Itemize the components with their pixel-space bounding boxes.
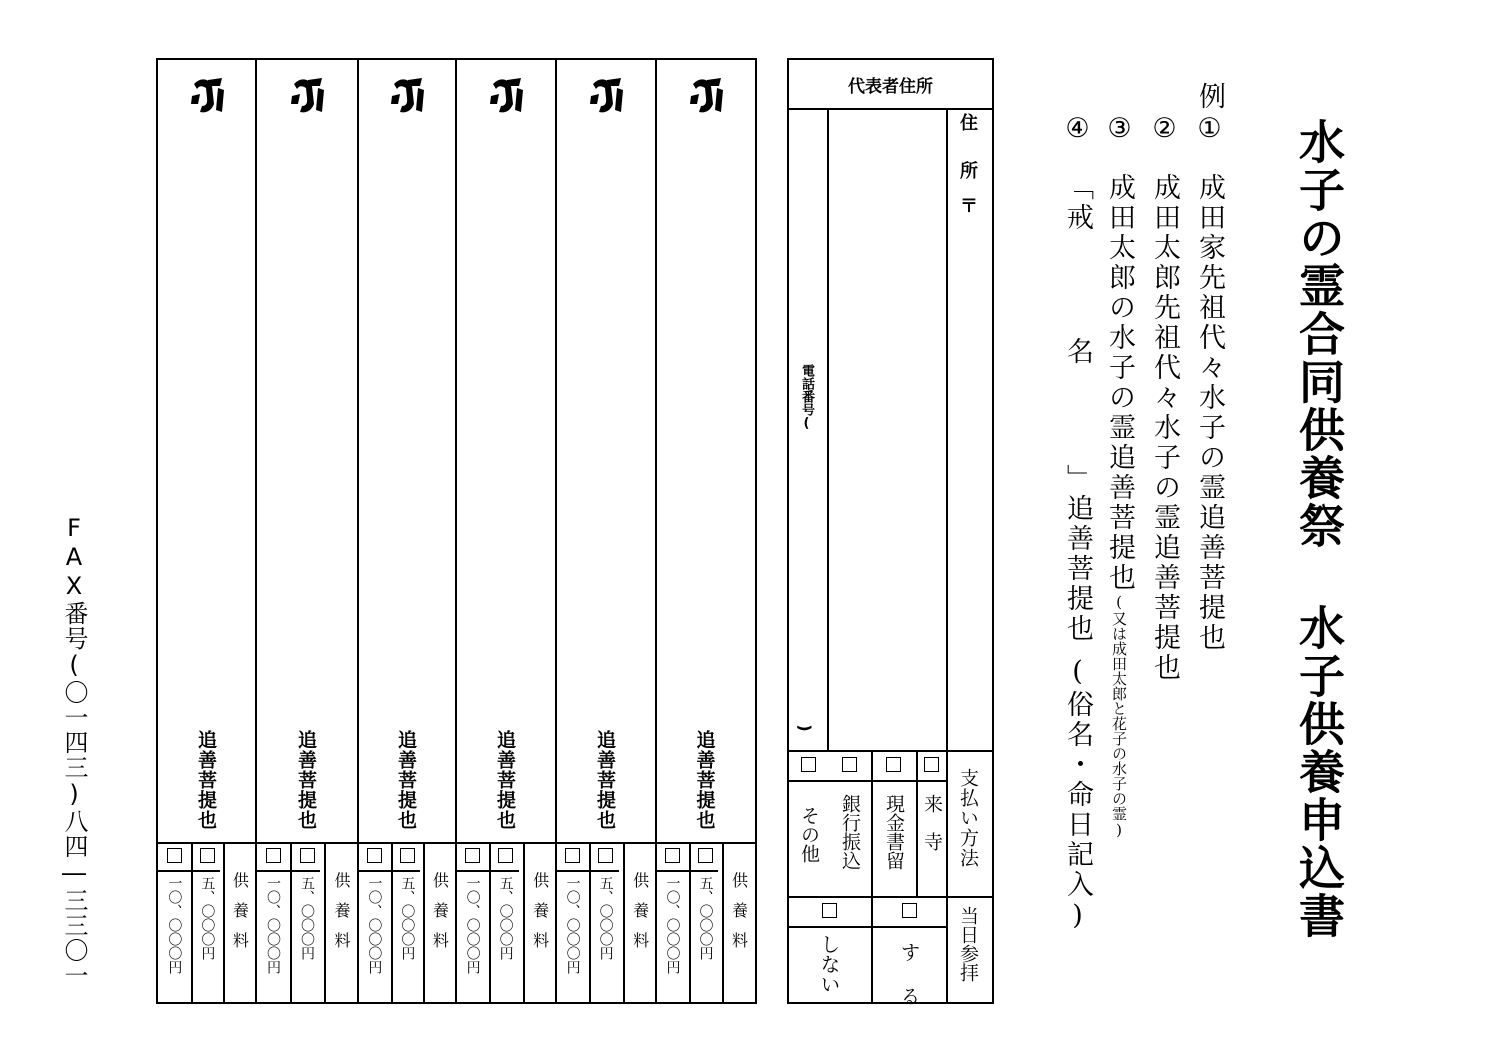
- payment-option-bank-transfer: 銀行振込: [839, 794, 861, 870]
- strip-2-tail-text: 追善菩提也: [594, 730, 616, 830]
- phone-field[interactable]: [791, 460, 825, 710]
- strip-2-fee-option-10000: 一〇、〇〇〇円: [564, 876, 581, 974]
- strip-2-seed-syllable-icon: [587, 74, 627, 124]
- strip-1-seed-syllable-icon: [687, 74, 727, 124]
- strip-4-tail-text: 追善菩提也: [395, 730, 417, 830]
- example-2: [1151, 113, 1178, 683]
- strip-1-fee-label: 供養料: [729, 872, 749, 962]
- strip-2-name-field[interactable]: [562, 130, 650, 720]
- strip-2-fee-label: 供養料: [630, 872, 650, 962]
- strip-1-name-field[interactable]: [662, 130, 749, 720]
- example-4-close: 」: [1062, 464, 1093, 494]
- payment-option-other: その他: [798, 806, 820, 863]
- strip-3-fee-checkbox-5000[interactable]: [498, 848, 513, 863]
- example-4-num: ④: [1062, 113, 1093, 147]
- strip-4-fee-option-5000: 五、〇〇〇円: [399, 876, 416, 960]
- example-4-open: 「: [1062, 173, 1093, 203]
- strip-5-fee-label: 供養料: [332, 872, 351, 962]
- strip-3-fee-option-10000: 一〇、〇〇〇円: [464, 876, 481, 974]
- example-3-num: ③: [1104, 113, 1135, 147]
- attend-checkbox-no[interactable]: [822, 903, 837, 918]
- strip-4-name-field[interactable]: [364, 130, 450, 720]
- strip-1-fee-checkbox-10000[interactable]: [665, 848, 680, 863]
- strip-6-fee-label: 供養料: [230, 872, 250, 962]
- strip-3-fee-label: 供養料: [530, 872, 550, 962]
- strip-6-fee-checkbox-5000[interactable]: [200, 848, 215, 863]
- page-title: [1292, 118, 1346, 550]
- title-line2: 水子供養申込書: [1292, 604, 1346, 940]
- strip-5-fee-checkbox-5000[interactable]: [300, 848, 315, 863]
- examples-label: 例: [1194, 82, 1225, 109]
- strip-5-name-field[interactable]: [262, 130, 352, 720]
- strip-2-fee-option-5000: 五、〇〇〇円: [597, 876, 614, 960]
- strip-4-fee-label: 供養料: [430, 872, 450, 962]
- example-2-text: 成田太郎先祖代々水子の霊追善菩提也: [1149, 173, 1180, 683]
- title-line1: 水子の霊合同供養祭: [1292, 118, 1346, 550]
- payment-checkbox-other[interactable]: [801, 757, 816, 772]
- strip-5-fee-checkbox-10000[interactable]: [266, 848, 281, 863]
- attend-option-no: しない: [817, 934, 841, 994]
- example-3-note: (又は成田太郎と花子の水子の霊): [1110, 593, 1128, 839]
- phone-close: ): [795, 724, 815, 732]
- example-2-num: ②: [1149, 113, 1180, 147]
- address-label: 住 所: [957, 113, 978, 185]
- strip-6-fee-option-5000: 五、〇〇〇円: [199, 876, 216, 960]
- strip-3-seed-syllable-icon: [487, 74, 527, 124]
- attend-checkbox-yes[interactable]: [902, 903, 917, 918]
- strip-1-fee-checkbox-5000[interactable]: [698, 848, 713, 863]
- attend-label: 当日参拝: [957, 906, 979, 982]
- example-4-tail: 追善菩提也: [1062, 494, 1093, 644]
- page-subtitle: [1292, 604, 1346, 940]
- strip-4-fee-option-10000: 一〇、〇〇〇円: [366, 876, 383, 974]
- strip-5-tail-text: 追善菩提也: [295, 730, 317, 830]
- address-field[interactable]: [830, 112, 944, 748]
- strip-4-fee-checkbox-5000[interactable]: [400, 848, 415, 863]
- example-4-name: 戒 名: [1062, 203, 1093, 404]
- payment-option-registered-mail: 現金書留: [883, 794, 905, 870]
- strip-1-tail-text: 追善菩提也: [693, 730, 716, 830]
- example-1-text: 成田家先祖代々水子の霊追善菩提也: [1194, 173, 1225, 653]
- example-4: [1064, 113, 1091, 934]
- payment-checkbox-bank-transfer[interactable]: [842, 757, 857, 772]
- strip-6-name-field[interactable]: [164, 130, 250, 720]
- strip-2-fee-checkbox-5000[interactable]: [598, 848, 613, 863]
- payment-checkbox-registered-mail[interactable]: [886, 757, 901, 772]
- strip-6-fee-option-10000: 一〇、〇〇〇円: [166, 876, 183, 974]
- strip-3-fee-checkbox-10000[interactable]: [465, 848, 480, 863]
- strip-6-tail-text: 追善菩提也: [195, 730, 217, 830]
- fax-number: FAX番号(〇一四三)八四―三三〇一: [60, 514, 88, 988]
- strip-4-seed-syllable-icon: [388, 74, 428, 124]
- strip-6-seed-syllable-icon: [188, 74, 228, 124]
- example-1-num: ①: [1194, 113, 1225, 147]
- attend-option-yes: す る: [897, 942, 921, 1006]
- strip-1-fee-option-10000: 一〇、〇〇〇円: [664, 876, 681, 974]
- strip-3-fee-option-5000: 五、〇〇〇円: [497, 876, 514, 960]
- strip-5-fee-option-10000: 一〇、〇〇〇円: [265, 876, 281, 974]
- phone-label: 電話番号(: [799, 364, 814, 431]
- payment-option-visit: 来 寺: [921, 794, 943, 851]
- strip-5-seed-syllable-icon: [288, 74, 328, 124]
- postal-mark: 〒: [960, 196, 978, 217]
- strip-4-fee-checkbox-10000[interactable]: [367, 848, 382, 863]
- rep-form-header: 代表者住所: [848, 77, 933, 97]
- example-1: [1196, 113, 1223, 653]
- strip-5-fee-option-5000: 五、〇〇〇円: [299, 876, 315, 960]
- payment-label: 支払い方法: [957, 768, 979, 868]
- example-3: [1106, 113, 1133, 839]
- strip-2-fee-checkbox-10000[interactable]: [565, 848, 580, 863]
- example-3-text: 成田太郎の水子の霊追善菩提也: [1104, 173, 1135, 593]
- example-4-note: (俗名・命日記入): [1062, 656, 1093, 934]
- strip-3-tail-text: 追善菩提也: [494, 730, 516, 830]
- strip-1-fee-option-5000: 五、〇〇〇円: [697, 876, 714, 960]
- strip-3-name-field[interactable]: [462, 130, 550, 720]
- payment-checkbox-visit[interactable]: [924, 757, 939, 772]
- strip-6-fee-checkbox-10000[interactable]: [167, 848, 182, 863]
